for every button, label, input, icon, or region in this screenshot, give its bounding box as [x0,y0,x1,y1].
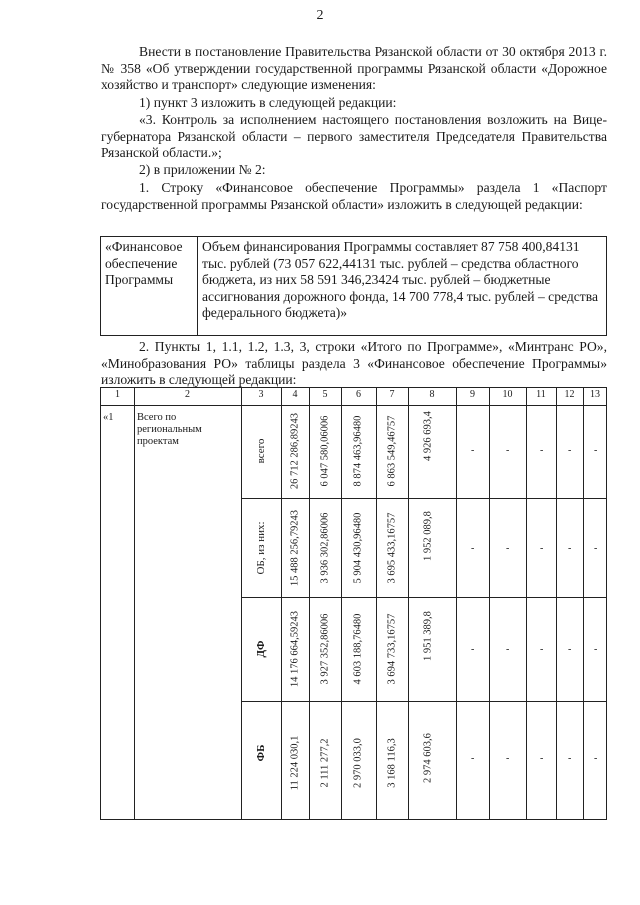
empty-dash: - [568,753,572,764]
cell-df-6: 4 603 188,76480 [352,613,364,685]
cell-fb-7: 3 168 116,3 [386,738,398,788]
empty-dash: - [540,753,544,764]
cell-fb-4: 11 224 030,1 [289,735,301,791]
cell-ob-6: 5 904 430,96480 [352,512,364,584]
cell-df-4: 14 176 664,59243 [289,610,301,688]
col-header-5: 5 [322,389,328,400]
cell-ob-5: 3 936 302,86006 [319,512,331,584]
cell-df-7: 3 694 733,16757 [386,613,398,685]
col-header-6: 6 [356,389,361,400]
cell-fb-5: 2 111 277,2 [319,738,331,788]
cell-ob-7: 3 695 433,16757 [386,512,398,584]
item-1: 1) пункт 3 изложить в следующей редакции: [139,95,397,110]
col-header-11: 11 [536,389,546,400]
intro-paragraph: Внести в постановление Правительства Рязанской области от 30 октября 2013 г. № 358 «Об утверждении государственной программы Рязанской области «Дорожное хозяйство и транспорт» следующие изменения: [101,44,607,92]
empty-dash: - [471,445,475,456]
financing-label: «Финансовое обеспечение Программы [101,237,198,336]
empty-dash: - [540,445,544,456]
empty-dash: - [568,445,572,456]
cell-total-8: 4 926 693,4 [422,411,434,461]
page-number: 2 [316,8,324,23]
empty-dash: - [506,445,510,456]
cell-ob-4: 15 488 256,79243 [289,509,301,587]
col-header-3: 3 [258,389,264,400]
empty-dash: - [594,543,598,554]
cell-total-7: 6 863 549,46757 [386,415,398,487]
col-header-1: 1 [115,389,120,400]
col-header-12: 12 [564,389,575,400]
col-header-7: 7 [389,389,395,400]
cell-total-5: 6 047 580,06006 [319,415,331,487]
col-header-13: 13 [590,389,600,400]
empty-dash: - [594,753,598,764]
col-header-10: 10 [502,389,513,400]
empty-dash: - [506,644,510,655]
col-header-2: 2 [185,389,190,400]
empty-dash: - [471,753,475,764]
financing-text: Объем финансирования Программы составляет 87 758 400,84131 тыс. рублей (73 057 622,44131 тыс. рублей – средства областного бюджета, из них 58 591 346,23424 тыс. рублей – бюджетные ассигнования дорожного фонда, 14 700 778,4 тыс. рублей – средства федерального бюджета)» [198,237,607,336]
empty-dash: - [506,543,510,554]
item-1-text: «3. Контроль за исполнением настоящего постановления возложить на Вице-губернатора Рязанской области – первого заместителя Председателя Правительства Рязанской области.»; [101,112,607,160]
subrow-label-ob: ОБ, из них: [255,521,267,575]
cell-ob-8: 1 952 089,8 [422,511,434,561]
subrow-label-total: всего [255,438,267,464]
financing-table [100,236,607,336]
finance-table [100,387,607,820]
empty-dash: - [594,644,598,655]
empty-dash: - [540,543,544,554]
row-number: «1 [103,412,114,423]
col-header-9: 9 [470,389,475,400]
item-2: 2) в приложении № 2: [139,162,266,177]
item-2-1: 1. Строку «Финансовое обеспечение Программы» раздела 1 «Паспорт государственной программы Рязанской области» изложить в следующей редакции: [101,180,607,212]
empty-dash: - [594,445,598,456]
col-header-4: 4 [292,389,298,400]
col-header-8: 8 [429,389,435,400]
subrow-label-fb: ФБ [255,744,267,762]
empty-dash: - [506,753,510,764]
cell-total-4: 26 712 286,89243 [289,412,301,490]
empty-dash: - [568,543,572,554]
cell-fb-6: 2 970 033,0 [352,738,364,788]
empty-dash: - [568,644,572,655]
empty-dash: - [540,644,544,655]
cell-total-6: 8 874 463,96480 [352,415,364,487]
item-2-2: 2. Пункты 1, 1.1, 1.2, 1.3, 3, строки «Итого по Программе», «Минтранс РО», «Минобразования РО» таблицы раздела 3 «Финансовое обеспечение Программы» изложить в следующей редакции: [101,339,607,387]
row-name: Всего по региональным проектам [137,412,202,447]
empty-dash: - [471,543,475,554]
subrow-label-df: ДФ [255,640,267,658]
cell-df-8: 1 951 389,8 [422,611,434,661]
cell-fb-8: 2 974 603,6 [422,733,434,783]
cell-df-5: 3 927 352,86006 [319,613,331,685]
empty-dash: - [471,644,475,655]
